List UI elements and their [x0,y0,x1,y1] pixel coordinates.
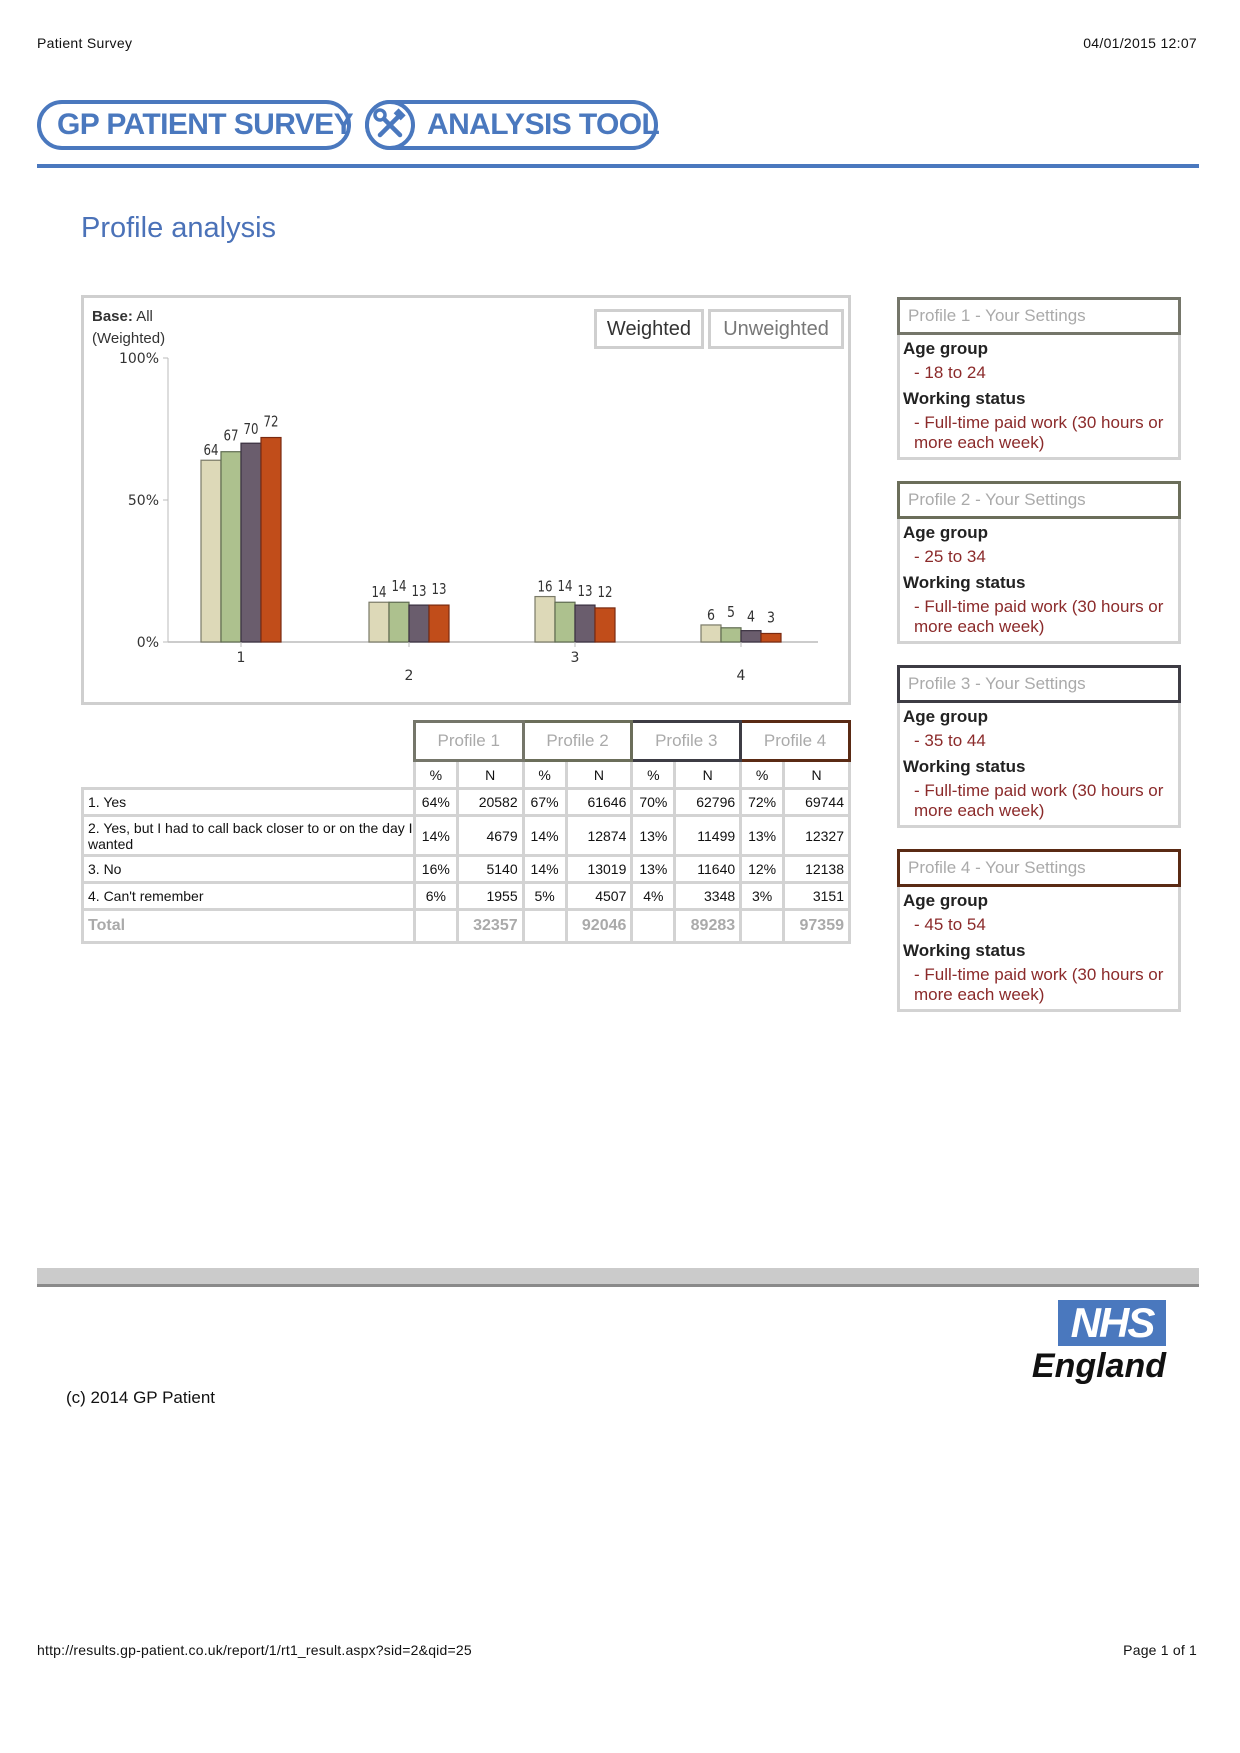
pct-cell: 64% [414,789,457,816]
working-status-label: Working status [903,941,1026,960]
total-row [83,910,850,943]
settings-title: Profile 1 - Your Settings [897,297,1181,335]
total-n-cell: 92046 [566,910,632,943]
footer-divider [37,1268,1199,1287]
y-tick-label: 0% [136,635,159,651]
print-footer [37,1642,1197,1660]
pct-header: % [741,761,784,789]
n-cell: 12327 [784,816,850,856]
age-group-label: Age group [903,707,988,726]
bar-value-label: 14 [371,583,387,602]
bar-profile-3-cat-3 [575,605,595,642]
total-pct-blank [414,910,457,943]
table-row [83,816,850,856]
settings-title: Profile 2 - Your Settings [897,481,1181,519]
bar-value-label: 14 [557,577,573,596]
bar-profile-2-cat-2 [389,602,409,642]
profile-2-settings [897,481,1181,644]
total-n-cell: 32357 [457,910,523,943]
table-row [83,789,850,816]
bar-chart [84,298,848,702]
bar-profile-4-cat-1 [261,438,281,642]
row-label: 2. Yes, but I had to call back closer to or on the day I wanted [83,816,415,856]
profile-3-header: Profile 3 [632,722,741,761]
working-status-label: Working status [903,389,1026,408]
n-cell: 4679 [457,816,523,856]
age-group-value: - 35 to 44 [914,731,986,750]
n-header: N [457,761,523,789]
bar-value-label: 64 [203,441,219,460]
n-cell: 12874 [566,816,632,856]
settings-title: Profile 3 - Your Settings [897,665,1181,703]
n-cell: 13019 [566,856,632,883]
table-row [83,856,850,883]
pct-cell: 5% [523,883,566,910]
bar-value-label: 13 [577,582,593,601]
bar-profile-1-cat-3 [535,597,555,642]
age-group-value: - 25 to 34 [914,547,986,566]
n-cell: 11499 [675,816,741,856]
total-n-cell: 97359 [784,910,850,943]
row-label: 1. Yes [83,789,415,816]
n-cell: 62796 [675,789,741,816]
bar-profile-2-cat-1 [221,452,241,642]
working-status-value: - Full-time paid work (30 hours or more each week) [914,597,1164,636]
bar-value-label: 72 [263,412,279,431]
blank-header [83,722,415,761]
bar-value-label: 67 [223,426,239,445]
nhs-logo-england: England [1031,1347,1166,1385]
bar-profile-4-cat-4 [761,633,781,642]
bar-value-label: 6 [707,605,715,624]
bar-profile-1-cat-1 [201,460,221,642]
pct-cell: 70% [632,789,675,816]
bar-profile-3-cat-2 [409,605,429,642]
chart-panel [81,295,851,705]
pct-cell: 14% [523,816,566,856]
pct-cell: 13% [632,816,675,856]
bar-value-label: 14 [391,577,407,596]
print-header [37,35,1197,53]
page-number: Page 1 of 1 [1123,1642,1197,1658]
unweighted-button[interactable]: Unweighted [708,309,844,349]
settings-title: Profile 4 - Your Settings [897,849,1181,887]
working-status-value: - Full-time paid work (30 hours or more each week) [914,965,1164,1004]
y-tick-label: 100% [118,351,159,367]
bar-value-label: 12 [597,582,613,601]
working-status-label: Working status [903,573,1026,592]
total-pct-blank [632,910,675,943]
bar-value-label: 16 [537,577,553,596]
n-cell: 12138 [784,856,850,883]
age-group-label: Age group [903,339,988,358]
total-label: Total [83,910,415,943]
profile-4-header: Profile 4 [741,722,850,761]
nhs-logo-mark: NHS [1058,1300,1166,1346]
profile-header-row [83,722,850,761]
pct-cell: 14% [414,816,457,856]
bar-value-label: 13 [431,580,447,599]
n-cell: 1955 [457,883,523,910]
nhs-england-logo[interactable] [1028,1300,1170,1386]
tools-icon [365,100,415,150]
age-group-value: - 45 to 54 [914,915,986,934]
pct-cell: 13% [632,856,675,883]
page-title: Profile analysis [81,212,277,244]
age-group-value: - 18 to 24 [914,363,986,382]
pct-cell: 72% [741,789,784,816]
pct-cell: 14% [523,856,566,883]
bar-profile-1-cat-2 [369,602,389,642]
pct-header: % [523,761,566,789]
bar-value-label: 13 [411,582,427,601]
sub-header-row [83,761,850,789]
n-cell: 3151 [784,883,850,910]
settings-body [900,335,1178,453]
profile-3-settings [897,665,1181,828]
n-cell: 11640 [675,856,741,883]
blank-subheader [83,761,415,789]
page-url: http://results.gp-patient.co.uk/report/1/rt1_result.aspx?sid=2&qid=25 [37,1642,472,1658]
bar-profile-2-cat-3 [555,602,575,642]
profile-1-header: Profile 1 [414,722,523,761]
pct-cell: 16% [414,856,457,883]
bar-value-label: 3 [767,608,775,627]
header-divider [37,164,1199,168]
profile-1-settings [897,297,1181,460]
base-label-key: Base: [92,308,133,325]
pct-header: % [632,761,675,789]
working-status-label: Working status [903,757,1026,776]
row-label: 3. No [83,856,415,883]
print-datetime: 04/01/2015 12:07 [1083,35,1197,51]
copyright-text: (c) 2014 GP Patient [66,1388,215,1407]
base-label-value: All [136,308,153,325]
working-status-value: - Full-time paid work (30 hours or more each week) [914,413,1164,452]
settings-body [900,519,1178,637]
n-cell: 69744 [784,789,850,816]
age-group-label: Age group [903,891,988,910]
x-tick-label: 3 [570,650,580,666]
pct-cell: 67% [523,789,566,816]
bar-profile-3-cat-1 [241,443,261,642]
base-mode: (Weighted) [92,330,166,347]
bar-profile-4-cat-2 [429,605,449,642]
analysis-tool-logo[interactable]: ANALYSIS TOOL [365,100,658,150]
settings-body [900,703,1178,821]
n-cell: 20582 [457,789,523,816]
table-row [83,883,850,910]
bar-profile-4-cat-3 [595,608,615,642]
profile-4-settings [897,849,1181,1012]
bar-value-label: 4 [747,607,755,626]
x-tick-label: 2 [404,668,414,684]
bar-profile-3-cat-4 [741,631,761,642]
profile-2-header: Profile 2 [523,722,632,761]
y-tick-label: 50% [127,493,159,509]
n-cell: 3348 [675,883,741,910]
total-n-cell: 89283 [675,910,741,943]
row-label: 4. Can't remember [83,883,415,910]
pct-cell: 4% [632,883,675,910]
n-header: N [784,761,850,789]
pct-cell: 6% [414,883,457,910]
weighted-button[interactable]: Weighted [594,309,704,349]
n-header: N [566,761,632,789]
settings-body [900,887,1178,1005]
bar-profile-2-cat-4 [721,628,741,642]
pct-header: % [414,761,457,789]
total-pct-blank [523,910,566,943]
bar-value-label: 70 [243,420,259,439]
x-tick-label: 1 [236,650,246,666]
bar-profile-1-cat-4 [701,625,721,642]
n-header: N [675,761,741,789]
print-title: Patient Survey [37,35,133,51]
working-status-value: - Full-time paid work (30 hours or more each week) [914,781,1164,820]
gp-patient-survey-logo[interactable]: GP PATIENT SURVEY [37,100,351,150]
n-cell: 5140 [457,856,523,883]
pct-cell: 3% [741,883,784,910]
age-group-label: Age group [903,523,988,542]
results-table [81,720,851,944]
total-pct-blank [741,910,784,943]
pct-cell: 12% [741,856,784,883]
x-tick-label: 4 [736,668,746,684]
n-cell: 61646 [566,789,632,816]
wrench-hammer-icon [369,104,411,146]
bar-value-label: 5 [727,602,735,621]
n-cell: 4507 [566,883,632,910]
pct-cell: 13% [741,816,784,856]
